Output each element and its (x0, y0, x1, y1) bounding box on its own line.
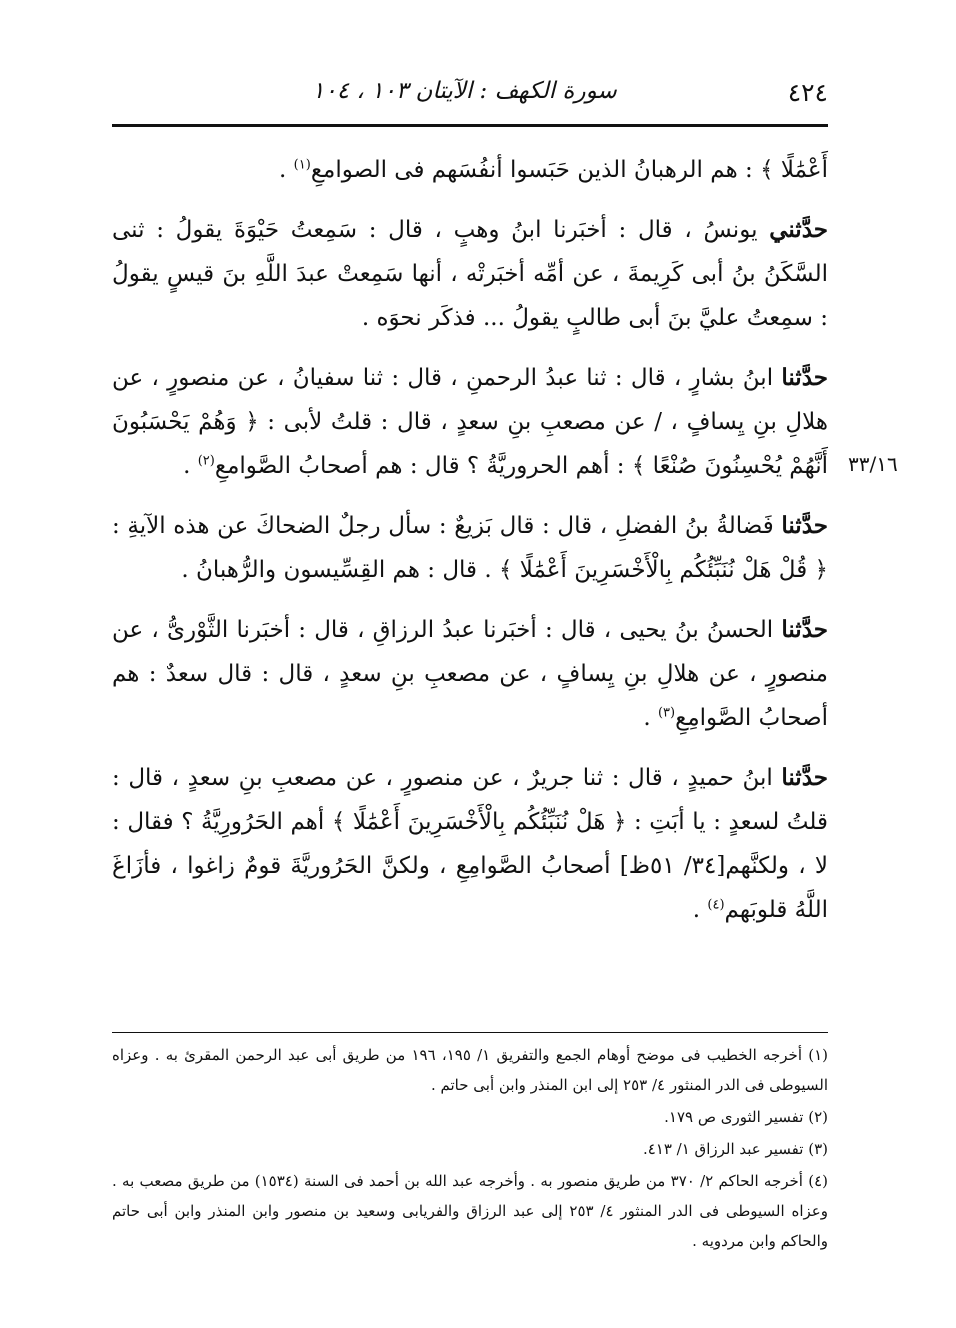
footnote: (٢) تفسير الثورى ص ١٧٩. (664, 1108, 828, 1126)
footnotes (112, 1040, 828, 1258)
paragraph-end: . (279, 157, 294, 183)
paragraph (112, 504, 828, 592)
paragraph (112, 356, 828, 488)
page-header (112, 76, 828, 116)
paragraph-lead: حدَّثنا (781, 764, 828, 791)
paragraph-text: أَعْمَٰلًا ﴾ : هم الرهبانُ الذين حَبَسوا أنفُسَهم فى الصوامعِ (310, 157, 828, 183)
footnote-marker: (٣) (657, 705, 676, 721)
footnote-rule (112, 1032, 828, 1033)
paragraph-end: . (692, 897, 708, 923)
paragraph (112, 208, 828, 340)
footnote-marker: (٢) (197, 453, 215, 469)
margin-reference: ٣٣/١٦ (848, 452, 898, 476)
paragraph (112, 148, 828, 192)
paragraph-text: ابنُ بشارٍ ، قال : ثنا عبدُ الرحمنِ ، قال : ثنا سفيانُ ، عن منصورٍ ، عن هلالِ بنِ يِسافٍ ، / عن مصعبِ بنِ سعدٍ ، قال : قلتُ لأبى : ﴿ وَهُمْ يَحْسَبُونَ أَنَّهُمْ يُحْسِنُونَ صُنْعًا ﴾ : أهم الحروريَّةُ ؟ قال : هم أصحابُ الصَّوامعِ (112, 365, 828, 479)
paragraph-text: يونسُ ، قال : أخبَرنا ابنُ وهبٍ ، قال : سَمِعتُ حَيْوَةَ يقولُ : ثنى السَّكَنُ بنُ أبى كَرِيمةَ ، عن أمِّه أخبَرتْه ، أنها سَمِعتْ عبدَ اللَّهِ بنَ قيسٍ يقولُ : سمِعتُ عليَّ بنَ أبى طالبٍ يقولُ ... فذكَر نحوَه . (112, 217, 828, 331)
paragraph-text: ابنُ حميدٍ ، قال : ثنا جريرٌ ، عن منصورٍ ، عن مصعبِ بنِ سعدٍ ، قال : قلتُ لسعدٍ : يا أبَتِ : ﴿ هَلْ نُنَبِّئُكُم بِالْأَخْسَرِينَ أَعْمَٰلًا ﴾ أهم الحَرُورِيَّةُ ؟ فقال : لا ، ولكنَّهم[٣٤/ ٥١ظ] أصحابُ الصَّوامِعِ ، ولكنَّ الحَرُوريَّةَ قومٌ زاغوا ، فأزَاغَ اللَّهُ قلوبَهم (112, 765, 828, 923)
footnote: (٤) أخرجه الحاكم ٢/ ٣٧٠ من طريق منصور به . وأخرجه عبد الله بن أحمد فى السنة (١٥٣٤) من طريق مصعب به . وعزاه السيوطى فى الدر المنثور ٤/ ٢٥٣ إلى عبد الرزاق والفريابى وسعيد بن منصور وابن المنذر وابن أبى حاتم والحاكم وابن مردويه . (112, 1172, 828, 1250)
paragraph-end: . (183, 453, 198, 479)
paragraph-lead: حدَّثنا (781, 512, 828, 539)
paragraph-end: . (643, 705, 658, 731)
main-text (112, 148, 828, 948)
paragraph (112, 756, 828, 932)
footnote: (١) أخرجه الخطيب فى موضح أوهام الجمع والتفريق ١/ ١٩٥، ١٩٦ من طريق أبى عبد الرحمن المقرئ به . وعزاه السيوطى فى الدر المنثور ٤/ ٢٥٣ إلى ابن المنذر وابن أبى حاتم . (112, 1046, 828, 1094)
paragraph-text: الحسنُ بنُ يحيى ، قال : أخبَرنا عبدُ الرزاقِ ، قال : أخبَرنا الثَّوْرىُّ ، عن منصورٍ ، عن هلالِ بنِ يِسافٍ ، عن مصعبِ بنِ سعدٍ ، قال : قال سعدٌ : هم أصحابُ الصَّوامِعِ (112, 617, 828, 731)
paragraph-lead: حدَّثني (769, 216, 828, 243)
footnote-marker: (١) (293, 157, 311, 173)
running-title: سورة الكهف : الآيتان ١٠٣ ، ١٠٤ (312, 78, 617, 104)
page-number: ٤٢٤ (787, 78, 828, 107)
paragraph-lead: حدَّثنا (781, 616, 828, 643)
paragraph-text: فَضالةُ بنُ الفضلِ ، قال : قال بَزيعٌ : سأل رجلٌ الضحاكَ عن هذه الآيةِ : ﴿ قُلْ هَلْ نُنَبِّئُكُم بِالْأَخْسَرِينَ أَعْمَٰلًا ﴾ . قال : هم القِسِّيسون والرُّهبانُ . (112, 513, 828, 583)
header-rule (112, 124, 828, 127)
footnote-marker: (٤) (707, 897, 725, 913)
paragraph (112, 608, 828, 740)
footnote: (٣) تفسير عبد الرزاق ١/ ٤١٣. (642, 1140, 828, 1158)
paragraph-lead: حدَّثنا (781, 364, 828, 391)
